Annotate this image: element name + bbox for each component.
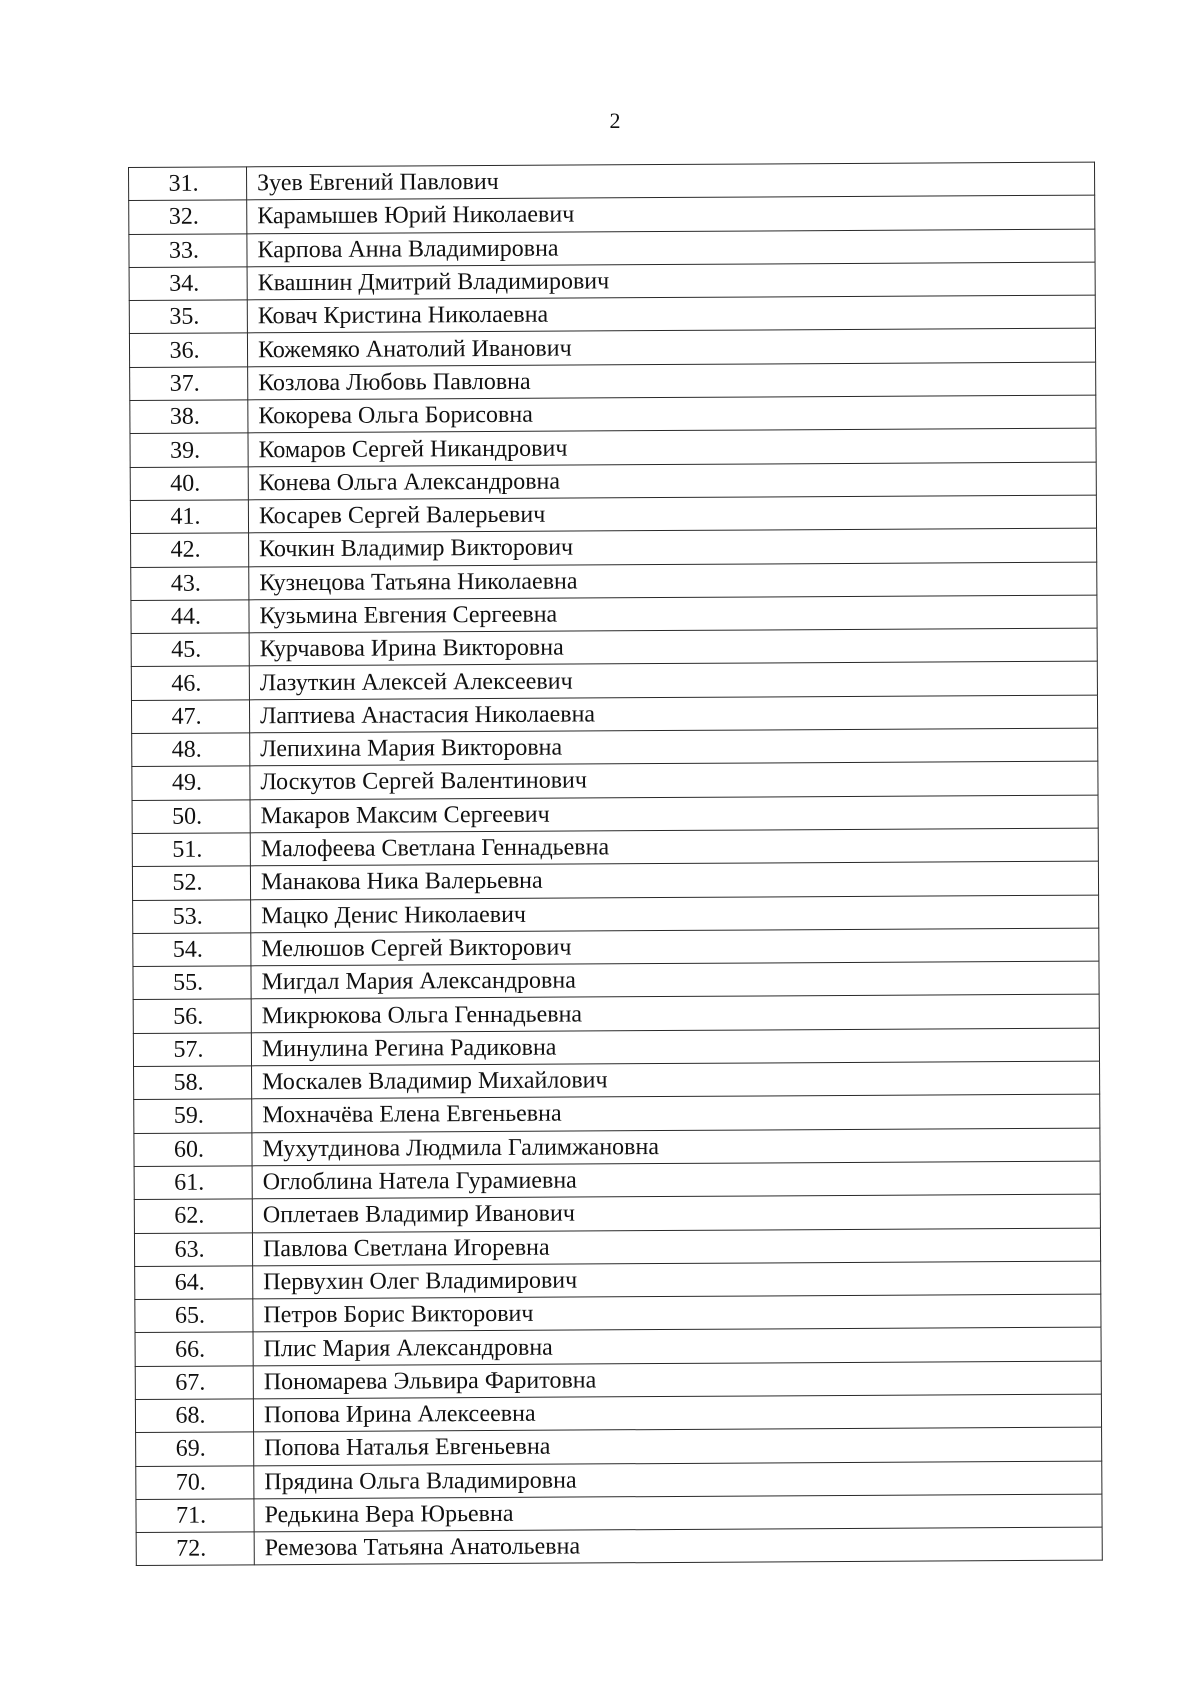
table-row bbox=[134, 1128, 1100, 1167]
table-row bbox=[136, 1427, 1102, 1466]
table-row bbox=[131, 662, 1097, 701]
row-number: 34. bbox=[129, 267, 247, 301]
person-name: Лепихина Мария Викторовна bbox=[250, 728, 1098, 766]
person-name: Москалев Владимир Михайлович bbox=[252, 1061, 1100, 1099]
row-number: 72. bbox=[136, 1532, 254, 1566]
table-row bbox=[133, 1028, 1099, 1067]
row-number: 46. bbox=[131, 666, 249, 700]
person-name: Минулина Регина Радиковна bbox=[251, 1028, 1099, 1066]
row-number: 64. bbox=[135, 1266, 253, 1300]
person-name: Павлова Светлана Игоревна bbox=[252, 1228, 1100, 1266]
table-row bbox=[131, 628, 1097, 667]
person-name: Лоскутов Сергей Валентинович bbox=[250, 761, 1098, 799]
person-name: Попова Наталья Евгеньевна bbox=[254, 1427, 1102, 1465]
table-row bbox=[134, 1094, 1100, 1133]
row-number: 70. bbox=[136, 1465, 254, 1499]
table-row bbox=[131, 595, 1097, 634]
person-name: Ковач Кристина Николаевна bbox=[247, 295, 1095, 333]
table-row bbox=[133, 961, 1099, 1000]
person-name: Редькина Вера Юрьевна bbox=[254, 1494, 1102, 1532]
row-number: 55. bbox=[133, 966, 251, 1000]
row-number: 68. bbox=[135, 1399, 253, 1433]
person-name: Лазуткин Алексей Алексеевич bbox=[249, 662, 1097, 700]
person-name: Карпова Анна Владимировна bbox=[247, 229, 1095, 267]
row-number: 33. bbox=[129, 233, 247, 267]
table-row bbox=[134, 1194, 1100, 1233]
table-row bbox=[131, 528, 1097, 567]
person-name: Кузнецова Татьяна Николаевна bbox=[249, 562, 1097, 600]
table-row bbox=[129, 229, 1095, 268]
person-name: Косарев Сергей Валерьевич bbox=[248, 495, 1096, 533]
table-row bbox=[134, 1228, 1100, 1267]
person-name: Малофеева Светлана Геннадьевна bbox=[250, 828, 1098, 866]
table-row bbox=[131, 695, 1097, 734]
row-number: 65. bbox=[135, 1299, 253, 1333]
person-name: Макаров Максим Сергеевич bbox=[250, 795, 1098, 833]
table-row bbox=[135, 1294, 1101, 1333]
names-table bbox=[128, 162, 1103, 1567]
person-name: Кожемяко Анатолий Иванович bbox=[247, 329, 1095, 367]
row-number: 53. bbox=[133, 899, 251, 933]
row-number: 38. bbox=[130, 400, 248, 434]
row-number: 43. bbox=[131, 566, 249, 600]
row-number: 71. bbox=[136, 1499, 254, 1533]
row-number: 66. bbox=[135, 1332, 253, 1366]
person-name: Мигдал Мария Александровна bbox=[251, 961, 1099, 999]
row-number: 47. bbox=[131, 700, 249, 734]
table-row bbox=[129, 295, 1095, 334]
table-row bbox=[131, 562, 1097, 601]
table-row bbox=[132, 828, 1098, 867]
table-row bbox=[130, 395, 1096, 434]
row-number: 57. bbox=[133, 1033, 251, 1067]
table-row bbox=[129, 162, 1095, 201]
row-number: 52. bbox=[132, 866, 250, 900]
person-name: Лаптиева Анастасия Николаевна bbox=[249, 695, 1097, 733]
person-name: Зуев Евгений Павлович bbox=[247, 162, 1095, 200]
person-name: Кузьмина Евгения Сергеевна bbox=[249, 595, 1097, 633]
person-name: Козлова Любовь Павловна bbox=[248, 362, 1096, 400]
person-name: Мелюшов Сергей Викторович bbox=[251, 928, 1099, 966]
row-number: 31. bbox=[129, 167, 247, 201]
row-number: 45. bbox=[131, 633, 249, 667]
page-number: 2 bbox=[609, 108, 621, 133]
row-number: 35. bbox=[129, 300, 247, 334]
person-name: Пономарева Эльвира Фаритовна bbox=[253, 1361, 1101, 1399]
person-name: Манакова Ника Валерьевна bbox=[250, 861, 1098, 899]
table-row bbox=[135, 1361, 1101, 1400]
row-number: 44. bbox=[131, 600, 249, 634]
row-number: 48. bbox=[132, 733, 250, 767]
table-row bbox=[133, 928, 1099, 967]
row-number: 36. bbox=[129, 333, 247, 367]
table-row bbox=[130, 362, 1096, 401]
table-row bbox=[136, 1527, 1102, 1566]
row-number: 63. bbox=[134, 1232, 252, 1266]
person-name: Кокорева Ольга Борисовна bbox=[248, 395, 1096, 433]
table-row bbox=[136, 1494, 1102, 1533]
person-name: Петров Борис Викторович bbox=[253, 1294, 1101, 1332]
table-row bbox=[130, 495, 1096, 534]
row-number: 67. bbox=[135, 1366, 253, 1400]
person-name: Мацко Денис Николаевич bbox=[251, 895, 1099, 933]
table-row bbox=[133, 895, 1099, 934]
person-name: Прядина Ольга Владимировна bbox=[254, 1461, 1102, 1499]
row-number: 37. bbox=[130, 367, 248, 401]
person-name: Мохначёва Елена Евгеньевна bbox=[252, 1094, 1100, 1132]
person-name: Попова Ирина Алексеевна bbox=[253, 1394, 1101, 1432]
table-row bbox=[134, 1061, 1100, 1100]
person-name: Карамышев Юрий Николаевич bbox=[247, 195, 1095, 233]
table-row bbox=[132, 861, 1098, 900]
row-number: 42. bbox=[131, 533, 249, 567]
row-number: 60. bbox=[134, 1132, 252, 1166]
person-name: Комаров Сергей Никандрович bbox=[248, 428, 1096, 466]
row-number: 32. bbox=[129, 200, 247, 234]
row-number: 40. bbox=[130, 467, 248, 501]
table-row bbox=[130, 428, 1096, 467]
person-name: Оплетаев Владимир Иванович bbox=[252, 1194, 1100, 1232]
row-number: 61. bbox=[134, 1166, 252, 1200]
table-row bbox=[136, 1461, 1102, 1500]
table-row bbox=[129, 329, 1095, 368]
person-name: Конева Ольга Александровна bbox=[248, 462, 1096, 500]
table-row bbox=[132, 728, 1098, 767]
table-row bbox=[135, 1261, 1101, 1300]
names-table-body bbox=[129, 162, 1103, 1566]
table-row bbox=[129, 262, 1095, 301]
row-number: 54. bbox=[133, 933, 251, 967]
table-row bbox=[130, 462, 1096, 501]
row-number: 49. bbox=[132, 766, 250, 800]
table-row bbox=[132, 795, 1098, 834]
person-name: Оглоблина Натела Гурамиевна bbox=[252, 1161, 1100, 1199]
row-number: 56. bbox=[133, 999, 251, 1033]
row-number: 39. bbox=[130, 433, 248, 467]
table-row bbox=[132, 761, 1098, 800]
row-number: 51. bbox=[132, 833, 250, 867]
person-name: Ремезова Татьяна Анатольевна bbox=[254, 1527, 1102, 1565]
person-name: Микрюкова Ольга Геннадьевна bbox=[251, 995, 1099, 1033]
row-number: 58. bbox=[134, 1066, 252, 1100]
row-number: 62. bbox=[134, 1199, 252, 1233]
row-number: 50. bbox=[132, 799, 250, 833]
table-row bbox=[134, 1161, 1100, 1200]
person-name: Кочкин Владимир Викторович bbox=[249, 528, 1097, 566]
table-row bbox=[129, 195, 1095, 234]
person-name: Квашнин Дмитрий Владимирович bbox=[247, 262, 1095, 300]
row-number: 41. bbox=[130, 500, 248, 534]
row-number: 59. bbox=[134, 1099, 252, 1133]
table-row bbox=[133, 995, 1099, 1034]
table-row bbox=[135, 1327, 1101, 1366]
row-number: 69. bbox=[136, 1432, 254, 1466]
person-name: Первухин Олег Владимирович bbox=[253, 1261, 1101, 1299]
person-name: Курчавова Ирина Викторовна bbox=[249, 628, 1097, 666]
person-name: Плис Мария Александровна bbox=[253, 1327, 1101, 1365]
person-name: Мухутдинова Людмила Галимжановна bbox=[252, 1128, 1100, 1166]
table-row bbox=[135, 1394, 1101, 1433]
